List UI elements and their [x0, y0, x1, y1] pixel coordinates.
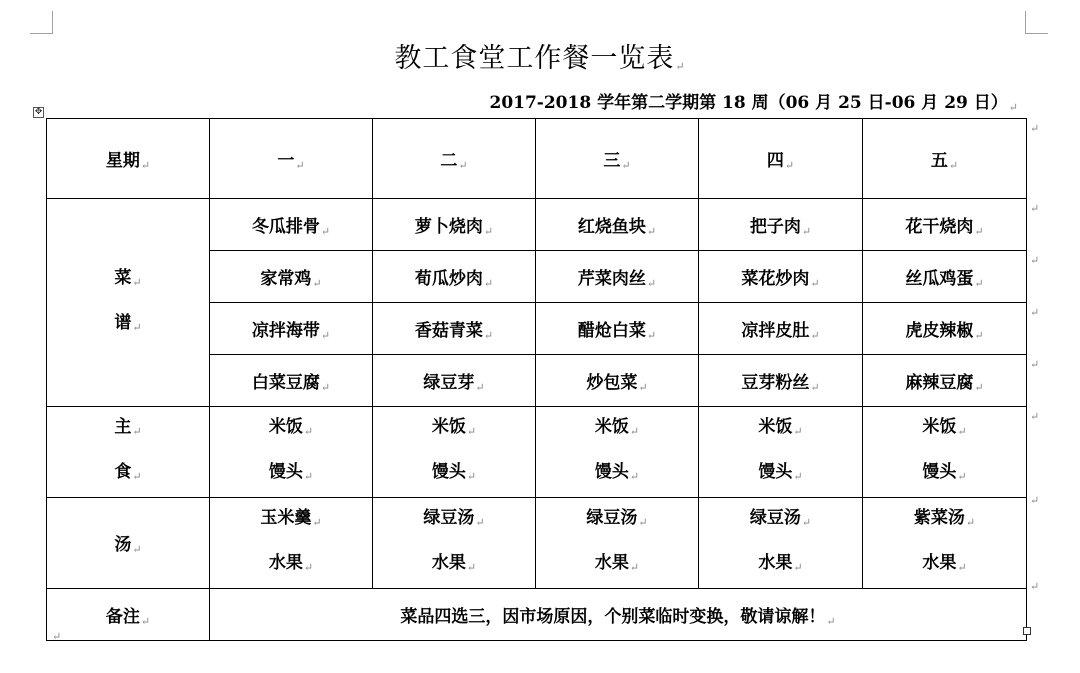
dish-cell[interactable]: 白菜豆腐↵ — [210, 355, 373, 407]
row-end-mark-icon: ↵ — [1030, 494, 1040, 507]
page-corner-marker-top-right — [1025, 11, 1048, 34]
paragraph-mark-icon: ↵ — [312, 276, 322, 290]
paragraph-mark-icon: ↵ — [483, 224, 494, 238]
dish-cell[interactable]: 家常鸡↵ — [210, 251, 373, 303]
dish-cell[interactable]: 绿豆芽↵ — [373, 355, 536, 407]
paragraph-mark-icon: ↵ — [646, 276, 657, 290]
paragraph-mark-icon: ↵ — [810, 328, 820, 342]
row-end-mark-icon: ↵ — [1030, 254, 1040, 267]
paragraph-mark-icon: ↵ — [466, 425, 477, 438]
dish-cell[interactable]: 香菇青菜↵ — [373, 303, 536, 355]
soup-cell[interactable]: 绿豆汤↵ 水果↵ — [699, 498, 863, 589]
paragraph-mark-icon: ↵ — [974, 380, 984, 394]
dish-cell[interactable]: 虎皮辣椒↵ — [863, 303, 1027, 355]
remarks-text[interactable]: 菜品四选三，因市场原因，个别菜临时变换，敬请谅解！↵ — [210, 589, 1027, 641]
paragraph-mark-icon: ↵ — [303, 470, 314, 483]
table-move-handle-icon[interactable]: ✥ — [34, 107, 43, 117]
paragraph-mark-icon: ↵ — [483, 328, 494, 342]
document-title: 教工食堂工作餐一览表↵ — [394, 43, 686, 74]
weekday-header-label[interactable]: 星期↵ — [47, 119, 210, 199]
paragraph-mark-icon: ↵ — [793, 561, 803, 574]
paragraph-mark-icon: ↵ — [810, 380, 820, 394]
paragraph-mark-icon: ↵ — [466, 561, 477, 574]
paragraph-mark-icon: ↵ — [466, 470, 477, 483]
paragraph-mark-icon: ↵ — [629, 425, 640, 438]
paragraph-mark-icon: ↵ — [320, 328, 331, 342]
paragraph-mark-icon: ↵ — [675, 60, 686, 73]
remarks-row — [47, 589, 1027, 641]
paragraph-mark-icon: ↵ — [52, 630, 62, 643]
paragraph-mark-icon: ↵ — [1008, 101, 1018, 114]
dish-cell[interactable]: 荀瓜炒肉↵ — [373, 251, 536, 303]
staple-cell[interactable]: 米饭↵ 馒头↵ — [863, 407, 1027, 498]
paragraph-mark-icon: ↵ — [132, 470, 142, 483]
row-end-mark-icon: ↵ — [1030, 358, 1040, 371]
paragraph-mark-icon: ↵ — [801, 224, 812, 238]
soup-cell[interactable]: 紫菜汤↵ 水果↵ — [863, 498, 1027, 589]
paragraph-mark-icon: ↵ — [784, 158, 795, 172]
paragraph-mark-icon: ↵ — [638, 380, 648, 394]
weekday-header-wed[interactable]: 三↵ — [536, 119, 699, 199]
paragraph-mark-icon: ↵ — [132, 543, 142, 556]
soup-cell[interactable]: 绿豆汤↵ 水果↵ — [536, 498, 699, 589]
paragraph-mark-icon: ↵ — [140, 614, 151, 628]
paragraph-mark-icon: ↵ — [646, 328, 657, 342]
dishes-category-label[interactable]: 菜↵ 谱↵ — [47, 199, 210, 407]
dish-cell[interactable]: 凉拌海带↵ — [210, 303, 373, 355]
paragraph-mark-icon: ↵ — [132, 275, 142, 289]
document-subtitle: 2017-2018 学年第二学期第 18 周（06 月 25 日-06 月 29 日）↵ — [489, 93, 1018, 114]
paragraph-mark-icon: ↵ — [974, 224, 984, 238]
paragraph-mark-icon: ↵ — [826, 614, 836, 628]
dish-cell[interactable]: 醋炝白菜↵ — [536, 303, 699, 355]
row-end-mark-icon: ↵ — [1030, 580, 1040, 593]
staple-cell[interactable]: 米饭↵ 馒头↵ — [699, 407, 863, 498]
page-corner-marker-top-left — [30, 11, 53, 34]
dish-cell[interactable]: 丝瓜鸡蛋↵ — [863, 251, 1027, 303]
staple-cell[interactable]: 米饭↵ 馒头↵ — [210, 407, 373, 498]
staple-row — [47, 407, 1027, 498]
paragraph-mark-icon: ↵ — [629, 470, 640, 483]
paragraph-mark-icon: ↵ — [295, 158, 305, 172]
paragraph-mark-icon: ↵ — [801, 516, 812, 529]
paragraph-mark-icon: ↵ — [957, 470, 967, 483]
dish-cell[interactable]: 冬瓜排骨↵ — [210, 199, 373, 251]
paragraph-mark-icon: ↵ — [957, 561, 967, 574]
soup-category-label[interactable]: 汤↵ — [47, 498, 210, 589]
paragraph-mark-icon: ↵ — [320, 380, 331, 394]
staple-cell[interactable]: 米饭↵ 馒头↵ — [536, 407, 699, 498]
paragraph-mark-icon: ↵ — [965, 516, 976, 529]
row-end-mark-icon: ↵ — [1030, 306, 1040, 319]
paragraph-mark-icon: ↵ — [475, 516, 485, 529]
menu-table — [46, 118, 1027, 641]
paragraph-mark-icon: ↵ — [475, 380, 485, 394]
paragraph-mark-icon: ↵ — [793, 425, 803, 438]
row-end-mark-icon: ↵ — [1030, 202, 1040, 215]
paragraph-mark-icon: ↵ — [957, 425, 967, 438]
dish-cell[interactable]: 菜花炒肉↵ — [699, 251, 863, 303]
soup-cell[interactable]: 玉米羹↵ 水果↵ — [210, 498, 373, 589]
dish-row — [47, 199, 1027, 251]
paragraph-mark-icon: ↵ — [132, 320, 142, 334]
remarks-label[interactable]: 备注↵ — [47, 589, 210, 641]
dish-cell[interactable]: 凉拌皮肚↵ — [699, 303, 863, 355]
paragraph-mark-icon: ↵ — [140, 158, 151, 172]
weekday-header-fri[interactable]: 五↵ — [863, 119, 1027, 199]
staple-category-label[interactable]: 主↵ 食↵ — [47, 407, 210, 498]
paragraph-mark-icon: ↵ — [974, 328, 984, 342]
table-header-row — [47, 119, 1027, 199]
paragraph-mark-icon: ↵ — [974, 276, 984, 290]
paragraph-mark-icon: ↵ — [638, 516, 648, 529]
paragraph-mark-icon: ↵ — [312, 516, 322, 529]
paragraph-mark-icon: ↵ — [303, 561, 314, 574]
soup-cell[interactable]: 绿豆汤↵ 水果↵ — [373, 498, 536, 589]
paragraph-mark-icon: ↵ — [646, 224, 657, 238]
paragraph-mark-icon: ↵ — [793, 470, 803, 483]
table-resize-handle[interactable] — [1023, 627, 1031, 635]
paragraph-mark-icon: ↵ — [303, 425, 314, 438]
paragraph-mark-icon: ↵ — [320, 224, 331, 238]
dish-cell[interactable]: 芹菜肉丝↵ — [536, 251, 699, 303]
paragraph-mark-icon: ↵ — [810, 276, 820, 290]
paragraph-mark-icon: ↵ — [948, 158, 959, 172]
staple-cell[interactable]: 米饭↵ 馒头↵ — [373, 407, 536, 498]
paragraph-mark-icon: ↵ — [629, 561, 640, 574]
dish-cell[interactable]: 豆芽粉丝↵ — [699, 355, 863, 407]
weekday-header-mon[interactable]: 一↵ — [210, 119, 373, 199]
paragraph-mark-icon: ↵ — [621, 158, 631, 172]
soup-row — [47, 498, 1027, 589]
dish-cell[interactable]: 把子肉↵ — [699, 199, 863, 251]
dish-cell[interactable]: 炒包菜↵ — [536, 355, 699, 407]
paragraph-mark-icon: ↵ — [132, 425, 142, 438]
dish-cell[interactable]: 麻辣豆腐↵ — [863, 355, 1027, 407]
weekday-header-tue[interactable]: 二↵ — [373, 119, 536, 199]
dish-cell[interactable]: 红烧鱼块↵ — [536, 199, 699, 251]
paragraph-mark-icon: ↵ — [458, 158, 468, 172]
row-end-mark-icon: ↵ — [1030, 122, 1040, 135]
paragraph-mark-icon: ↵ — [483, 276, 494, 290]
weekday-header-thu[interactable]: 四↵ — [699, 119, 863, 199]
row-end-mark-icon: ↵ — [1030, 410, 1040, 423]
dish-cell[interactable]: 萝卜烧肉↵ — [373, 199, 536, 251]
dish-cell[interactable]: 花干烧肉↵ — [863, 199, 1027, 251]
